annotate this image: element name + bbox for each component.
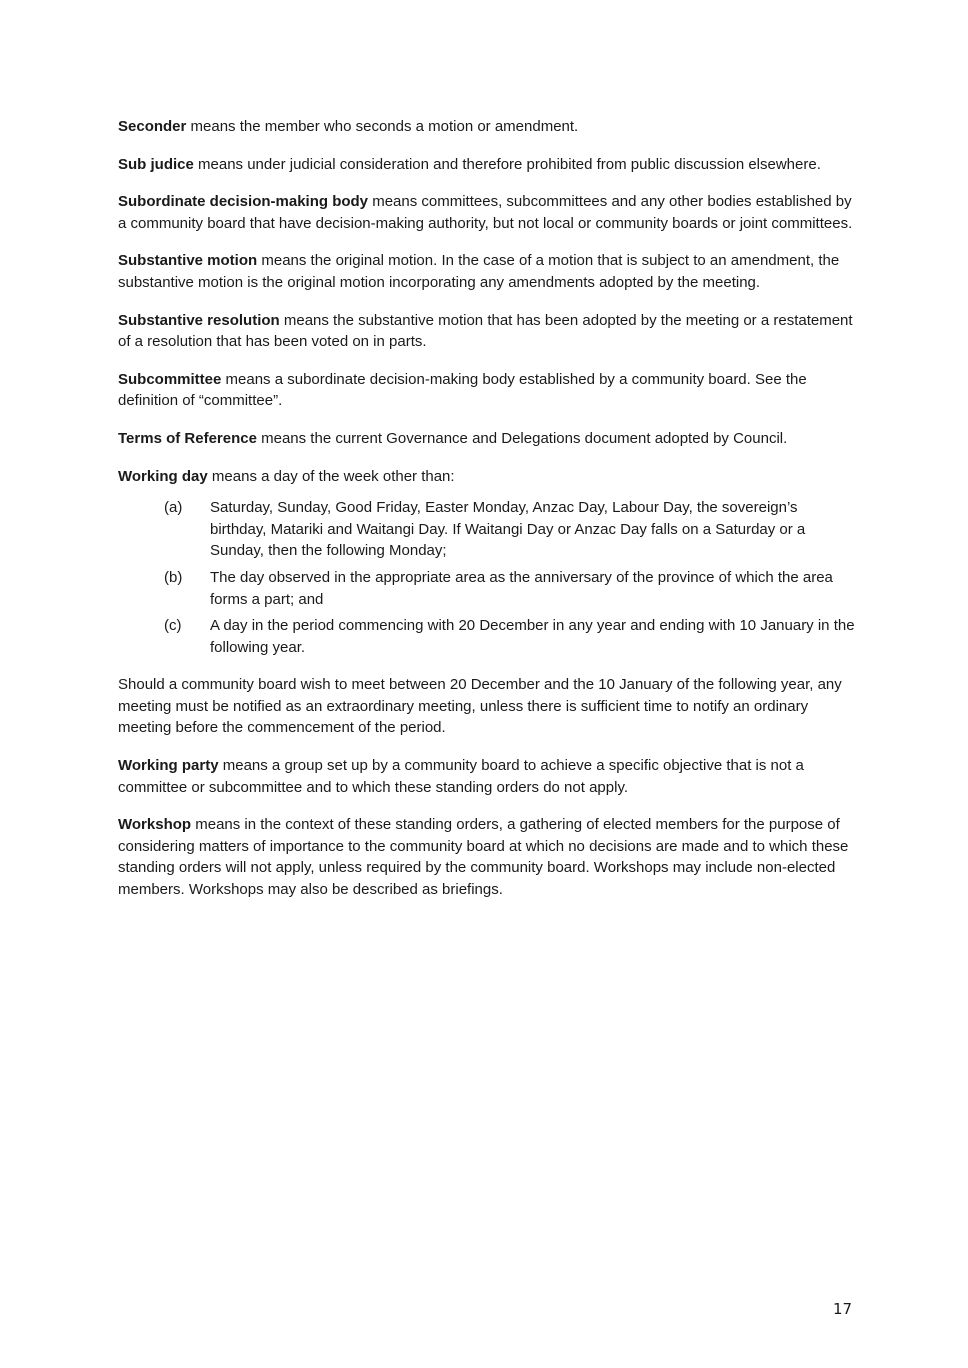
definition-seconder [118, 116, 856, 138]
definition-term: Subordinate decision-making body [118, 193, 369, 211]
definition-terms-of-reference [118, 428, 856, 450]
definition-text: means committees, subcommittees and any other bodies established by a community board that have decision-making authority, but not local or community boards or joint committees. [118, 193, 853, 232]
definition-text: means the substantive motion that has been adopted by the meeting or a restatement of a resolution that has been voted on in parts. [118, 311, 853, 351]
definition-term: Terms of Reference [118, 429, 257, 447]
list-item-text: The day observed in the appropriate area as the anniversary of the province of which the area forms a part; and [210, 568, 833, 608]
list-item-label: (c) [164, 617, 182, 635]
definition-term: Sub judice [118, 155, 194, 173]
definition-text: means a day of the week other than: [207, 467, 455, 485]
definition-term: Seconder [118, 118, 187, 135]
definition-text: means the current Governance and Delegations document adopted by Council. [256, 429, 788, 447]
definition-working-party [118, 755, 856, 798]
definition-sub-judice [118, 154, 856, 176]
definition-term: Working day [118, 467, 208, 485]
list-item-text: Saturday, Sunday, Good Friday, Easter Monday, Anzac Day, Labour Day, the sovereign’s birthday, Matariki and Waitangi Day. If Waitangi Day or Anzac Day falls on a Saturday or a Sunday, then the following Monday; [210, 499, 806, 560]
list-item-label: (b) [164, 568, 183, 586]
definition-text: means a group set up by a community board to achieve a specific objective that is not a committee or subcommittee and to which these standing orders do not apply. [118, 757, 804, 796]
definition-term: Substantive motion [118, 252, 258, 270]
page-number: 17 [833, 1300, 853, 1318]
list-item [118, 615, 856, 658]
definition-workshop [118, 814, 856, 900]
definition-text: means a subordinate decision-making body established by a community board. See the definition of “committee”. [118, 370, 807, 410]
definition-subordinate-body [118, 191, 856, 234]
definition-term: Substantive resolution [118, 311, 280, 329]
working-day-list [118, 497, 856, 658]
definition-substantive-motion [118, 250, 856, 293]
list-item [118, 567, 856, 610]
definition-text: means the member who seconds a motion or amendment. [186, 118, 579, 135]
definition-subcommittee [118, 369, 856, 412]
list-item [118, 497, 856, 562]
definition-substantive-resolution [118, 310, 856, 353]
definition-term: Working party [118, 757, 219, 775]
extraordinary-meeting-note: Should a community board wish to meet between 20 December and the 10 January of the following year, any meeting must be notified as an extraordinary meeting, unless there is sufficient time to notify an ordinary meeting before the commencement of the period. [118, 676, 842, 737]
definition-term: Subcommittee [118, 370, 222, 388]
definition-text: means under judicial consideration and therefore prohibited from public discussion elsewhere. [193, 155, 821, 173]
document-body [118, 116, 856, 917]
definition-text: means the original motion. In the case of a motion that is subject to an amendment, the substantive motion is the original motion incorporating any amendments adopted by the meeting. [118, 252, 840, 291]
list-item-text: A day in the period commencing with 20 December in any year and ending with 10 January in the following year. [210, 617, 855, 656]
list-item-label: (a) [164, 499, 183, 517]
definition-term: Workshop [118, 816, 192, 834]
definition-text: means in the context of these standing orders, a gathering of elected members for the purpose of considering matters of importance to the community board at which no decisions are made and to which these standing orders will not apply, unless required by the community board. Workshops may include non-elected members. Workshops may also be described as briefings. [118, 816, 849, 899]
definition-working-day [118, 466, 856, 488]
